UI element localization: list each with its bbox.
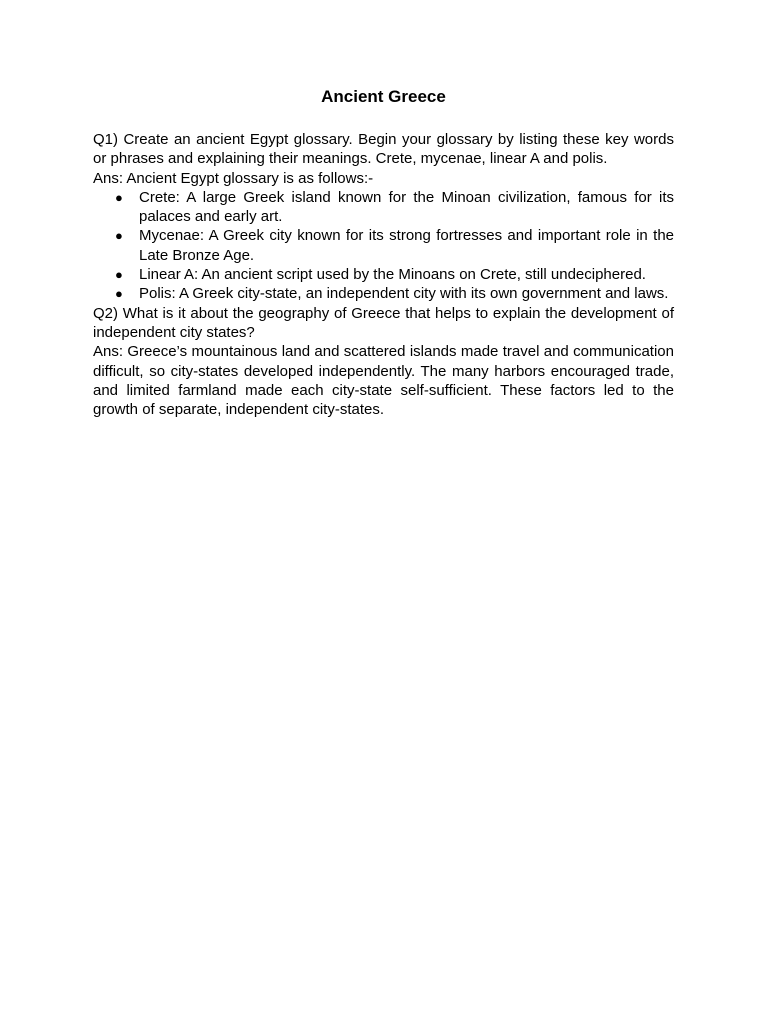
glossary-list bbox=[93, 188, 674, 304]
document-page bbox=[93, 86, 674, 419]
question-1: Q1) Create an ancient Egypt glossary. Begin your glossary by listing these key words or phrases and explaining their meanings. Crete, mycenae, linear A and polis. bbox=[93, 131, 674, 168]
answer-2: Ans: Greece’s mountainous land and scattered islands made travel and communication difficult, so city-states developed independently. The many harbors encouraged trade, and limited farmland made each city-state self-sufficient. These factors led to the growth of separate, independent city-states. bbox=[93, 343, 674, 419]
bullet-icon: ● bbox=[115, 286, 123, 302]
page-title: Ancient Greece bbox=[321, 87, 446, 106]
glossary-item-linear-a bbox=[93, 265, 674, 284]
glossary-item-polis bbox=[93, 284, 674, 303]
bullet-icon: ● bbox=[115, 189, 123, 205]
bullet-icon: ● bbox=[115, 267, 123, 283]
glossary-item-text: Linear A: An ancient script used by the Minoans on Crete, still undeciphered. bbox=[139, 266, 646, 284]
glossary-item-text: Mycenae: A Greek city known for its strong fortresses and important role in the Late Bronze Age. bbox=[139, 227, 674, 264]
document-body bbox=[93, 130, 674, 419]
bullet-icon: ● bbox=[115, 228, 123, 244]
glossary-item-text: Crete: A large Greek island known for the Minoan civilization, famous for its palaces and early art. bbox=[139, 188, 674, 226]
answer-1-intro: Ans: Ancient Egypt glossary is as follows:- bbox=[93, 169, 374, 187]
glossary-item-mycenae bbox=[93, 226, 674, 265]
glossary-item-text: Polis: A Greek city-state, an independent city with its own government and laws. bbox=[139, 285, 669, 303]
question-2: Q2) What is it about the geography of Greece that helps to explain the development of independent city states? bbox=[93, 304, 674, 341]
glossary-item-crete bbox=[93, 188, 674, 227]
